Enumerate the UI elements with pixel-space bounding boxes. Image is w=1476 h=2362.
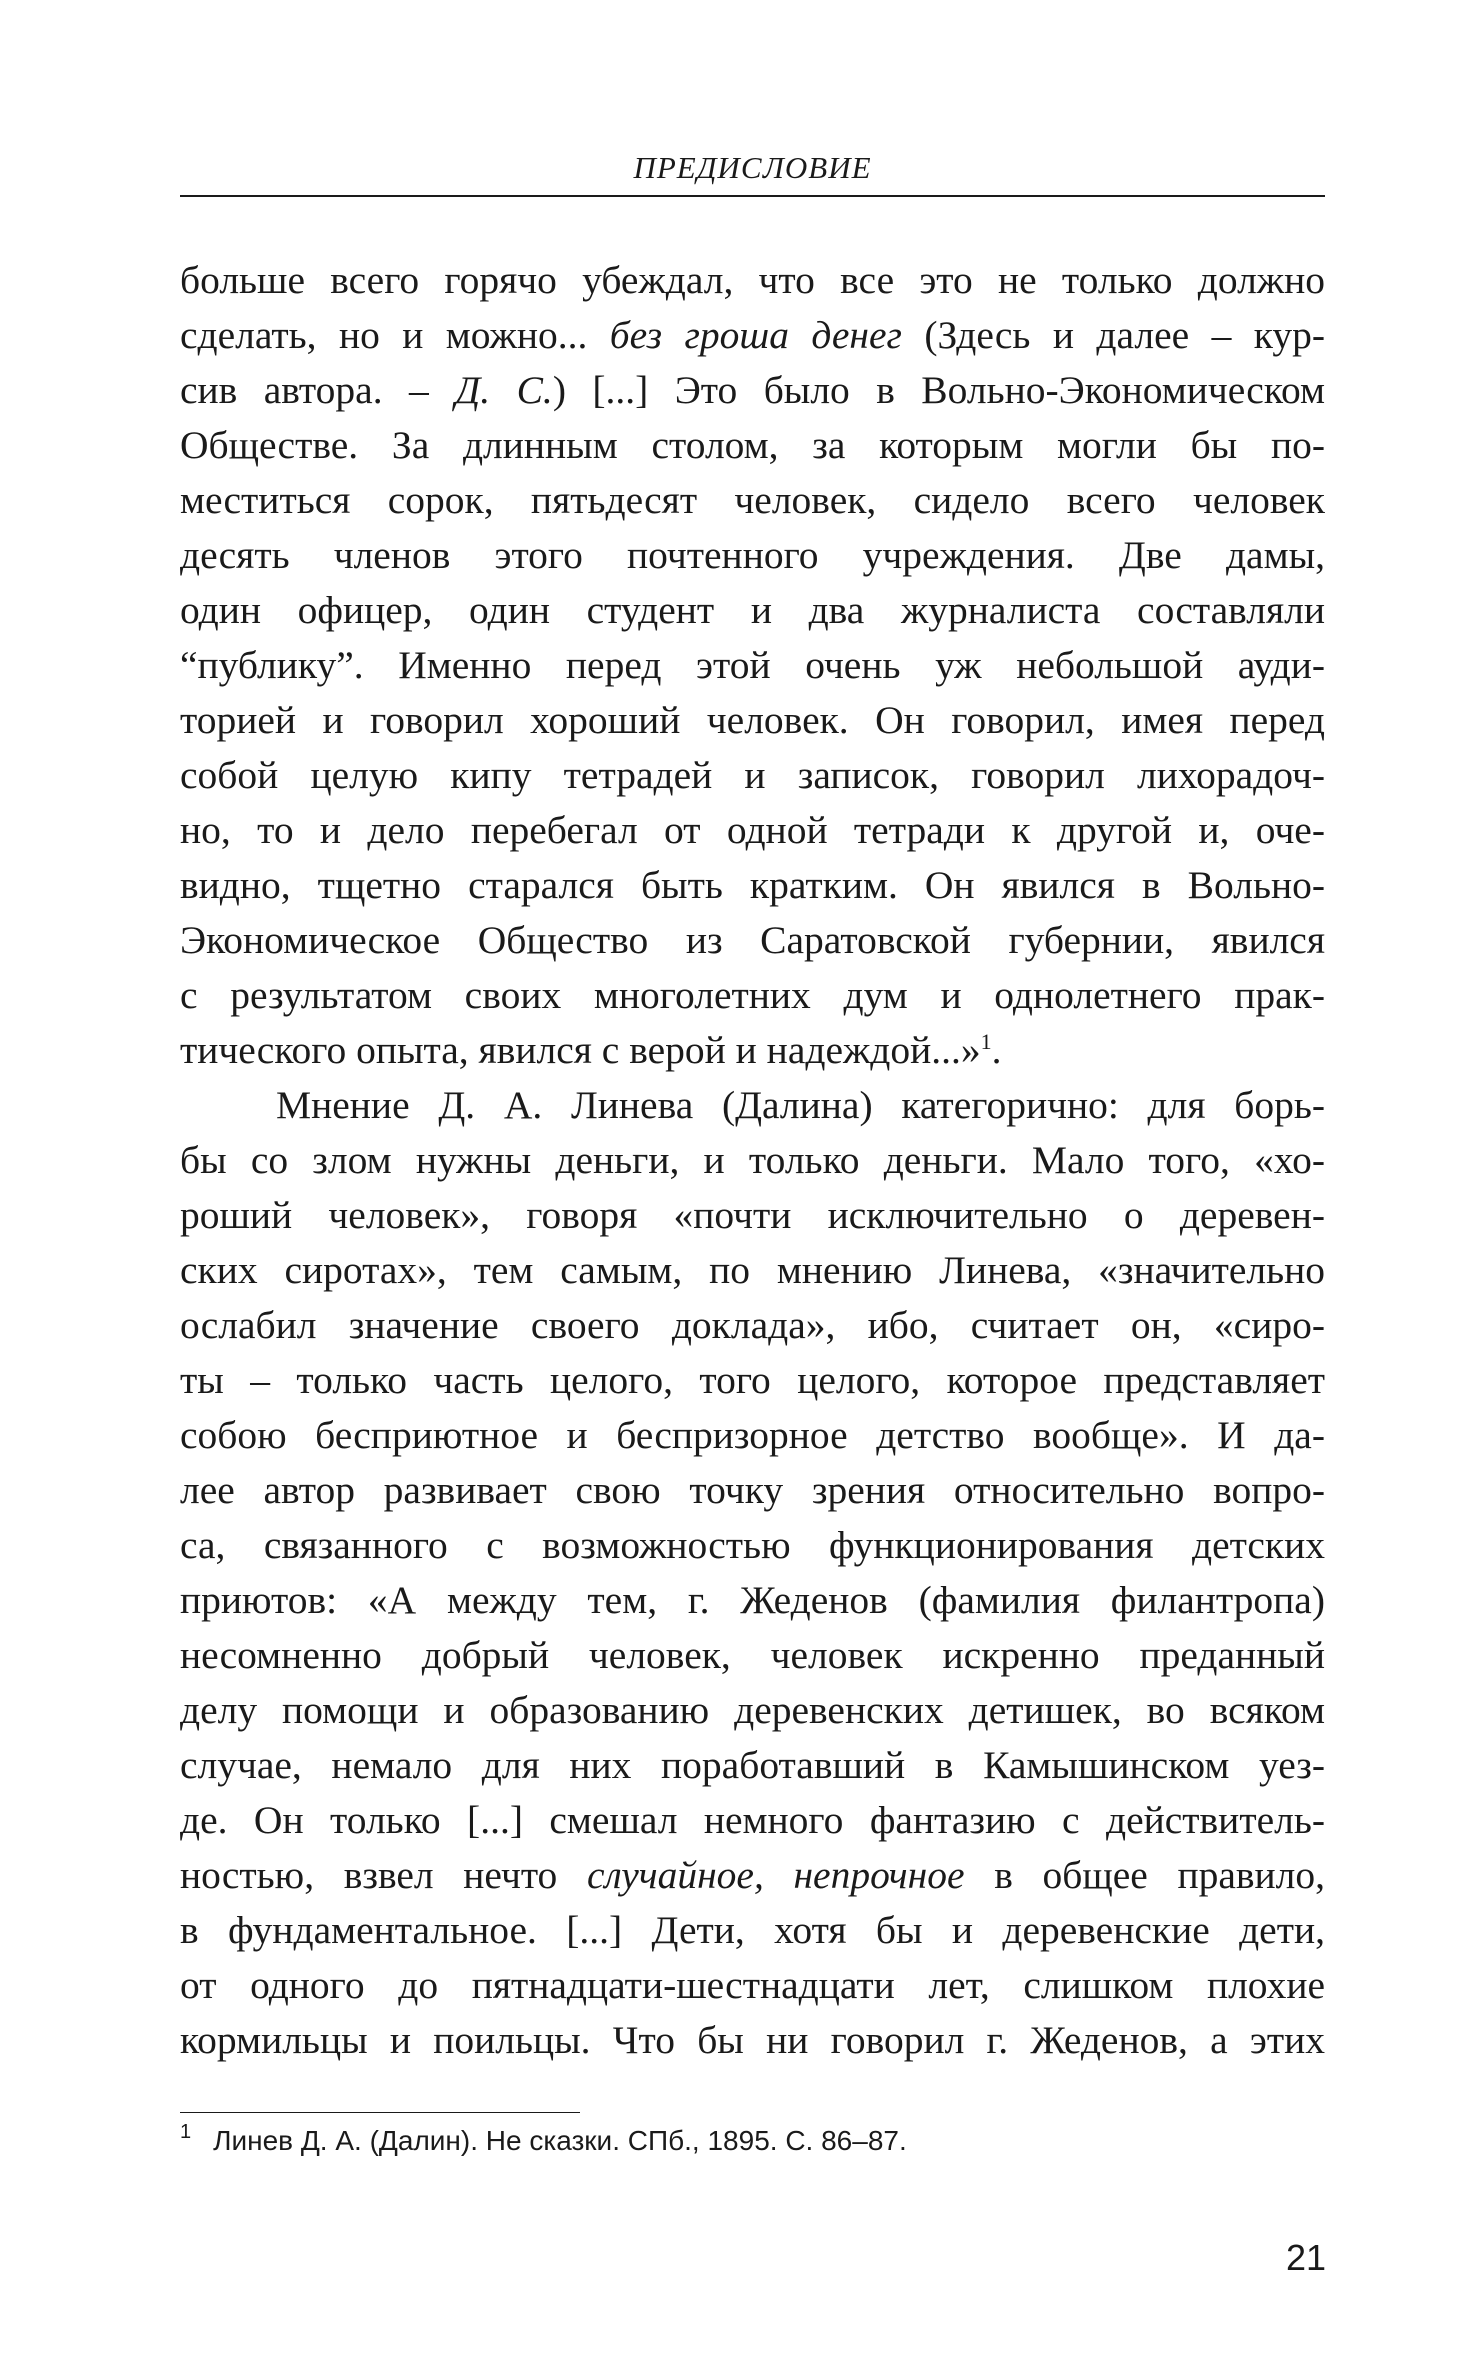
text-line: собою бесприютное и беспризорное детство вообще». И да- (180, 1413, 1325, 1457)
text-run: в общее правило, (994, 1853, 1325, 1897)
text-line: собой целую кипу тетрадей и записок, говорил лихорадоч- (180, 753, 1325, 797)
text-line: роший человек», говоря «почти исключительно о деревен- (180, 1193, 1325, 1237)
text-line: больше всего горячо убеждал, что все это не только должно (180, 258, 1325, 302)
running-title: ПРЕДИСЛОВИЕ (633, 150, 872, 185)
footnote-text: Линев Д. А. (Далин). Не сказки. СПб., 1895. С. 86–87. (213, 2125, 907, 2156)
text-line (180, 308, 1325, 363)
italic-run: случайное, непрочное (586, 1853, 965, 1897)
header-rule (180, 195, 1325, 197)
text-line: десять членов этого почтенного учреждения. Две дамы, (180, 533, 1325, 577)
text-line: но, то и дело перебегал от одной тетради к другой и, оче- (180, 808, 1325, 852)
text-line (180, 363, 1325, 418)
text-line: видно, тщетно старался быть кратким. Он явился в Вольно- (180, 863, 1325, 907)
text-run: сделать, но и можно... (180, 313, 588, 357)
text-run: тического опыта, явился с верой и надеждой...» (180, 1028, 981, 1072)
text-run: . (991, 1028, 1002, 1072)
text-line: са, связанного с возможностью функционирования детских (180, 1523, 1325, 1567)
italic-run: Д. С. (455, 368, 553, 412)
text-line: делу помощи и образованию деревенских детишек, во всяком (180, 1688, 1325, 1732)
footnote-reference: 1 (980, 1029, 992, 1054)
italic-run: без гроша денег (609, 313, 902, 357)
text-line: один офицер, один студент и два журналиста составляли (180, 588, 1325, 632)
text-line: де. Он только [...] смешал немного фантазию с действитель- (180, 1798, 1325, 1842)
page-number: 21 (1285, 2237, 1326, 2278)
text-line: торией и говорил хороший человек. Он говорил, имея перед (180, 698, 1325, 742)
text-line: меститься сорок, пятьдесят человек, сидело всего человек (180, 478, 1325, 522)
text-run: сив автора. – (180, 368, 429, 412)
text-line: лее автор развивает свою точку зрения относительно вопро- (180, 1468, 1325, 1512)
text-line: Мнение Д. А. Линева (Далина) категорично: для борь- (276, 1083, 1325, 1127)
text-line (180, 1848, 1325, 1903)
main-text (180, 253, 1325, 2068)
text-line: случае, немало для них поработавший в Камышинском уез- (180, 1743, 1325, 1787)
footnote-marker: 1 (180, 2121, 192, 2143)
text-line: “публику”. Именно перед этой очень уж небольшой ауди- (180, 643, 1325, 687)
text-run: (Здесь и далее – кур- (924, 313, 1326, 357)
text-line: от одного до пятнадцати-шестнадцати лет, слишком плохие (180, 1963, 1325, 2007)
text-run: ) [...] Это было в Вольно-Экономическом (552, 368, 1325, 412)
text-line: кормильцы и поильцы. Что бы ни говорил г. Жеденов, а этих (180, 2018, 1325, 2062)
text-line: Обществе. За длинным столом, за которым могли бы по- (180, 423, 1325, 467)
text-line: бы со злом нужны деньги, и только деньги. Мало того, «хо- (180, 1138, 1325, 1182)
text-line: в фундаментальное. [...] Дети, хотя бы и деревенские дети, (180, 1908, 1325, 1952)
text-line: ослабил значение своего доклада», ибо, считает он, «сиро- (180, 1303, 1325, 1347)
text-line: несомненно добрый человек, человек искренно преданный (180, 1633, 1325, 1677)
footnote-rule (180, 2112, 580, 2113)
text-line: Экономическое Общество из Саратовской губернии, явился (180, 918, 1325, 962)
text-line (180, 1023, 1325, 1078)
footnote (180, 2121, 907, 2157)
text-line: ских сиротах», тем самым, по мнению Линева, «значительно (180, 1248, 1325, 1292)
text-run: ностью, взвел нечто (180, 1853, 558, 1897)
text-line: с результатом своих многолетних дум и однолетнего прак- (180, 973, 1325, 1017)
text-line: приютов: «А между тем, г. Жеденов (фамилия филантропа) (180, 1578, 1325, 1622)
text-line: ты – только часть целого, того целого, которое представляет (180, 1358, 1325, 1402)
